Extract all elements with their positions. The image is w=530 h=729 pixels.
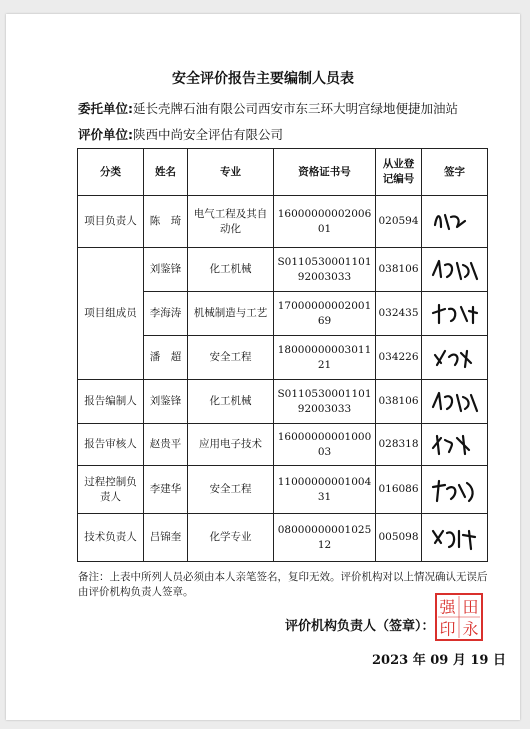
client-label: 委托单位: [78, 101, 133, 116]
cell-signature [422, 336, 488, 380]
cell-major: 应用电子技术 [188, 424, 274, 466]
cell-name: 李海涛 [144, 292, 188, 336]
svg-text:田: 田 [462, 597, 479, 617]
cell-cert: 1700000000200169 [274, 292, 376, 336]
client-value: 延长壳牌石油有限公司西安市东三环大明宫绿地便捷加油站 [133, 101, 459, 116]
handwritten-signature [426, 299, 484, 329]
cell-category: 项目组成员 [78, 248, 144, 380]
cell-signature [422, 196, 488, 248]
cell-name: 刘鉴锋 [144, 380, 188, 424]
header-reg: 从业登记编号 [376, 149, 422, 196]
cell-reg: 020594 [376, 196, 422, 248]
cell-name: 吕锦奎 [144, 514, 188, 562]
table-row [78, 466, 488, 514]
cell-reg: 034226 [376, 336, 422, 380]
cell-cert: 1600000000100003 [274, 424, 376, 466]
cell-signature [422, 380, 488, 424]
table-header-row [78, 149, 488, 196]
client-line [78, 99, 458, 117]
cell-major: 机械制造与工艺 [188, 292, 274, 336]
table-row [78, 514, 488, 562]
handwritten-signature [426, 387, 484, 417]
cell-cert: S011053000110192003033 [274, 380, 376, 424]
handwritten-signature [426, 430, 484, 460]
svg-text:强: 强 [439, 597, 456, 617]
table-row [78, 196, 488, 248]
cell-major: 化工机械 [188, 380, 274, 424]
header-signature: 签字 [422, 149, 488, 196]
header-category: 分类 [78, 149, 144, 196]
evaluator-label: 评价单位: [78, 127, 133, 142]
cell-cert: 1100000000100431 [274, 466, 376, 514]
note-text: 备注：上表中所列人员必须由本人亲笔签名，复印无效。评价机构对以上情况确认无误后由评价机构负责人签章。 [78, 571, 488, 598]
cell-name: 李建华 [144, 466, 188, 514]
cell-category: 报告编制人 [78, 380, 144, 424]
svg-text:印: 印 [439, 619, 456, 639]
cell-reg: 038106 [376, 380, 422, 424]
handwritten-signature [426, 207, 484, 237]
cell-category: 过程控制负责人 [78, 466, 144, 514]
cell-category: 项目负责人 [78, 196, 144, 248]
cell-major: 电气工程及其自动化 [188, 196, 274, 248]
cell-signature [422, 424, 488, 466]
cell-category: 技术负责人 [78, 514, 144, 562]
cell-cert: 1800000000301121 [274, 336, 376, 380]
cell-signature [422, 248, 488, 292]
handwritten-signature [426, 343, 484, 373]
cell-major: 化学专业 [188, 514, 274, 562]
cell-reg: 038106 [376, 248, 422, 292]
cell-category: 报告审核人 [78, 424, 144, 466]
cell-name: 刘鉴锋 [144, 248, 188, 292]
evaluator-value: 陕西中尚安全评估有限公司 [133, 127, 284, 142]
sign-label: 评价机构负责人（签章）： [285, 619, 435, 634]
page-title: 安全评价报告主要编制人员表 [172, 71, 354, 87]
cell-reg: 005098 [376, 514, 422, 562]
svg-text:永: 永 [462, 619, 479, 639]
personnel-table [77, 148, 488, 562]
table-row [78, 380, 488, 424]
header-cert: 资格证书号 [274, 149, 376, 196]
handwritten-signature [426, 255, 484, 285]
cell-major: 安全工程 [188, 466, 274, 514]
cell-name: 赵贵平 [144, 424, 188, 466]
cell-major: 化工机械 [188, 248, 274, 292]
handwritten-signature [426, 523, 484, 553]
header-major: 专业 [188, 149, 274, 196]
cell-signature [422, 292, 488, 336]
cell-name: 潘 超 [144, 336, 188, 380]
cell-reg: 028318 [376, 424, 422, 466]
table-row [78, 248, 488, 292]
cell-major: 安全工程 [188, 336, 274, 380]
handwritten-signature [426, 475, 484, 505]
evaluator-line [78, 125, 283, 143]
report-date: 2023 年 09 月 19 日 [372, 653, 506, 668]
cell-signature [422, 466, 488, 514]
seal-stamp [434, 592, 484, 642]
cell-cert: 0800000000102512 [274, 514, 376, 562]
cell-cert: 1600000000200601 [274, 196, 376, 248]
document-page [6, 14, 520, 720]
header-name: 姓名 [144, 149, 188, 196]
cell-cert: S011053000110192003033 [274, 248, 376, 292]
cell-signature [422, 514, 488, 562]
table-row [78, 424, 488, 466]
cell-reg: 016086 [376, 466, 422, 514]
cell-reg: 032435 [376, 292, 422, 336]
cell-name: 陈 琦 [144, 196, 188, 248]
